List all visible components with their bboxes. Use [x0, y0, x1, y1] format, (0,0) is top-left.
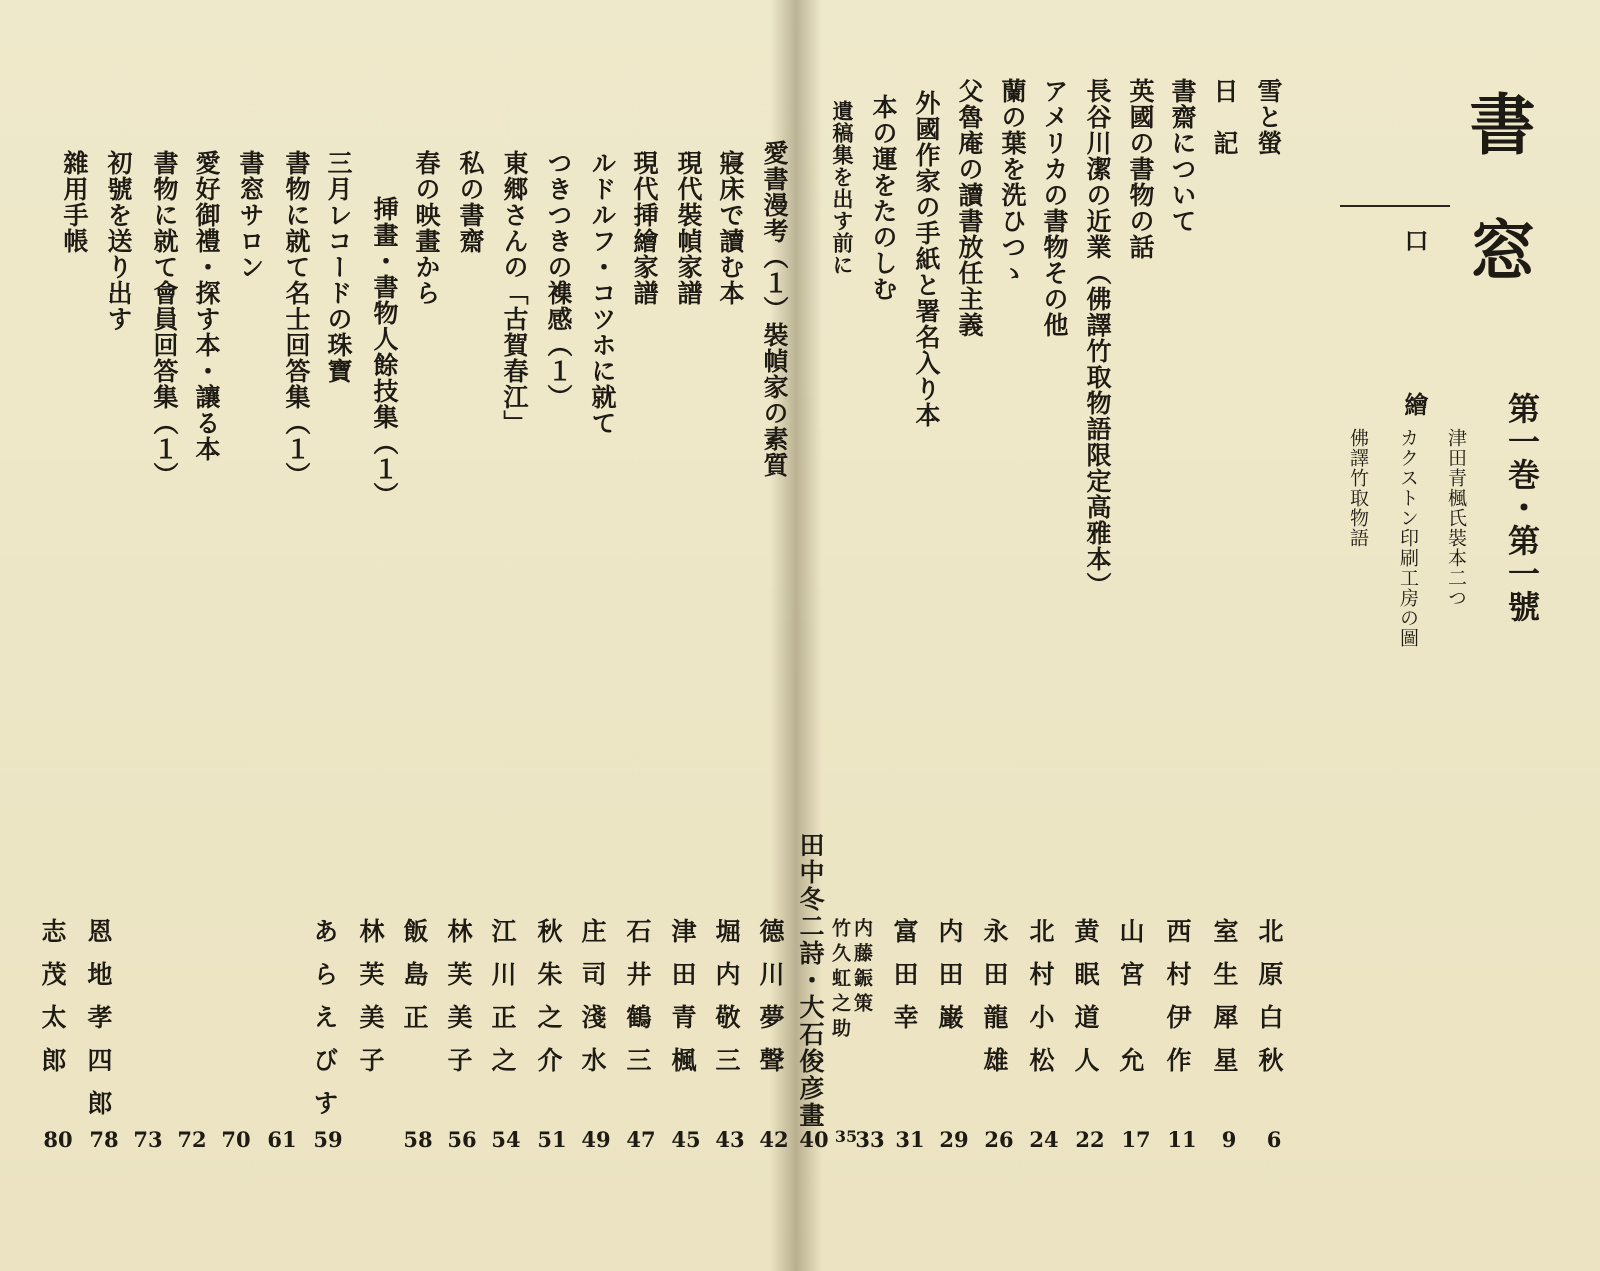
page-number: 45	[671, 1127, 701, 1152]
article-title: 雜用手帳	[60, 150, 89, 254]
article-title: 私の書齋	[456, 150, 485, 254]
page-number: 61	[267, 1127, 297, 1152]
page-number: 11	[1167, 1127, 1197, 1152]
page-number: 54	[491, 1127, 521, 1152]
article-author: 内田巌	[935, 918, 964, 1047]
page-number: 26	[984, 1127, 1014, 1152]
article-author: 堀内敬三	[712, 918, 741, 1090]
article-author: 北原白秋	[1255, 918, 1284, 1090]
article-author: 恩地孝四郎	[84, 918, 113, 1133]
article-title: アメリカの書物その他	[1040, 78, 1069, 338]
article-title: 書窓サロン	[236, 150, 265, 280]
article-author: 内藤鋠策	[851, 918, 873, 1018]
article-title: 本の運をたのしむ	[869, 94, 898, 302]
article-author: 室生犀星	[1210, 918, 1239, 1090]
frontispiece-plate-2: カクストン印刷工房の圖	[1397, 428, 1419, 648]
article-author: 林芙美子	[444, 918, 473, 1090]
page-number: 6	[1266, 1127, 1282, 1152]
article-author: 江川正之	[488, 918, 517, 1090]
article-title: 現代裝幀家譜	[674, 150, 703, 306]
article-author: 石井鶴三	[623, 918, 652, 1090]
article-title: 父魯庵の讀書放任主義	[955, 78, 984, 338]
article-author: 黄眠道人	[1071, 918, 1100, 1090]
page-number: 35	[834, 1127, 858, 1146]
page-number: 59	[313, 1127, 343, 1152]
article-author: 飯島正	[400, 918, 429, 1047]
journal-title: 書窓	[1458, 90, 1536, 342]
page-number: 47	[626, 1127, 656, 1152]
page-number: 58	[403, 1127, 433, 1152]
article-author: 志茂太郎	[38, 918, 67, 1090]
page-number: 73	[133, 1127, 163, 1152]
frontispiece-heading: 口 繪	[1400, 228, 1429, 474]
page-number: 24	[1029, 1127, 1059, 1152]
page-number: 51	[537, 1127, 567, 1152]
article-author: 永田龍雄	[980, 918, 1009, 1090]
article-author: 山宮 允	[1116, 918, 1145, 1090]
page-number: 40	[799, 1127, 829, 1152]
article-title: 挿畫・書物人餘技集（１）	[370, 196, 399, 508]
article-author: 津田青楓	[668, 918, 697, 1090]
article-author: 竹久虹之助	[829, 918, 851, 1043]
frontispiece-rule	[1340, 205, 1450, 207]
article-author: 林芙美子	[356, 918, 385, 1090]
page-number: 42	[759, 1127, 789, 1152]
article-title: 初號を送り出す	[104, 150, 133, 332]
article-title: 三月レコードの珠寶	[324, 150, 353, 384]
volume-number: 第一巻・第一號	[1503, 392, 1541, 623]
article-author: 秋朱之介	[534, 918, 563, 1090]
article-title: 蘭の葉を洗ひつゝ	[998, 78, 1027, 286]
page-number: 31	[895, 1127, 925, 1152]
article-title: 寢床で讀む本	[716, 150, 745, 306]
article-title: 外國作家の手紙と署名入り本	[912, 90, 941, 428]
frontispiece-plate-3: 佛譯竹取物語	[1347, 428, 1369, 548]
article-title: 日 記	[1210, 78, 1239, 156]
page-number: 78	[89, 1127, 119, 1152]
page-number: 33	[855, 1127, 885, 1152]
article-author: 北村小松	[1026, 918, 1055, 1090]
page-number: 43	[715, 1127, 745, 1152]
page-number: 70	[221, 1127, 251, 1152]
article-author: 田中冬二詩・大石俊彦畫	[796, 832, 825, 1129]
page-number: 29	[939, 1127, 969, 1152]
article-title: 春の映畫から	[412, 150, 441, 306]
article-title: 英國の書物の話	[1126, 78, 1155, 260]
article-author: 西村伊作	[1163, 918, 1192, 1090]
article-title: 長谷川潔の近業（佛譯竹取物語限定高雅本）	[1083, 78, 1112, 598]
article-title: 愛書漫考（１）裝幀家の素質	[760, 140, 789, 478]
page-number: 22	[1075, 1127, 1105, 1152]
article-title: つきつきの襍感（１）	[544, 150, 573, 410]
article-title: 雪と螢	[1254, 78, 1283, 156]
article-title: 書齋について	[1168, 78, 1197, 234]
article-title: 現代挿繪家譜	[630, 150, 659, 306]
article-title: 遺稿集を出す前に	[830, 100, 855, 276]
page-number: 17	[1121, 1127, 1151, 1152]
page-number: 56	[447, 1127, 477, 1152]
article-title: 東郷さんの「古賀春江」	[500, 150, 529, 436]
page-number: 72	[177, 1127, 207, 1152]
article-author: 庄司淺水	[578, 918, 607, 1090]
article-title: 書物に就て名士回答集（１）	[282, 150, 311, 488]
page-number: 80	[43, 1127, 73, 1152]
article-author: 富田幸	[890, 918, 919, 1047]
article-author: 德川夢聲	[756, 918, 785, 1090]
frontispiece-plate-1: 津田青楓氏裝本二つ	[1445, 428, 1467, 608]
page-number: 49	[581, 1127, 611, 1152]
page-number: 9	[1221, 1127, 1237, 1152]
article-title: ルドルフ・コツホに就て	[588, 150, 617, 436]
article-title: 愛好御禮・探す本・讓る本	[192, 150, 221, 462]
article-author: あらえびす	[310, 918, 339, 1133]
article-title: 書物に就て會員回答集（１）	[150, 150, 179, 488]
